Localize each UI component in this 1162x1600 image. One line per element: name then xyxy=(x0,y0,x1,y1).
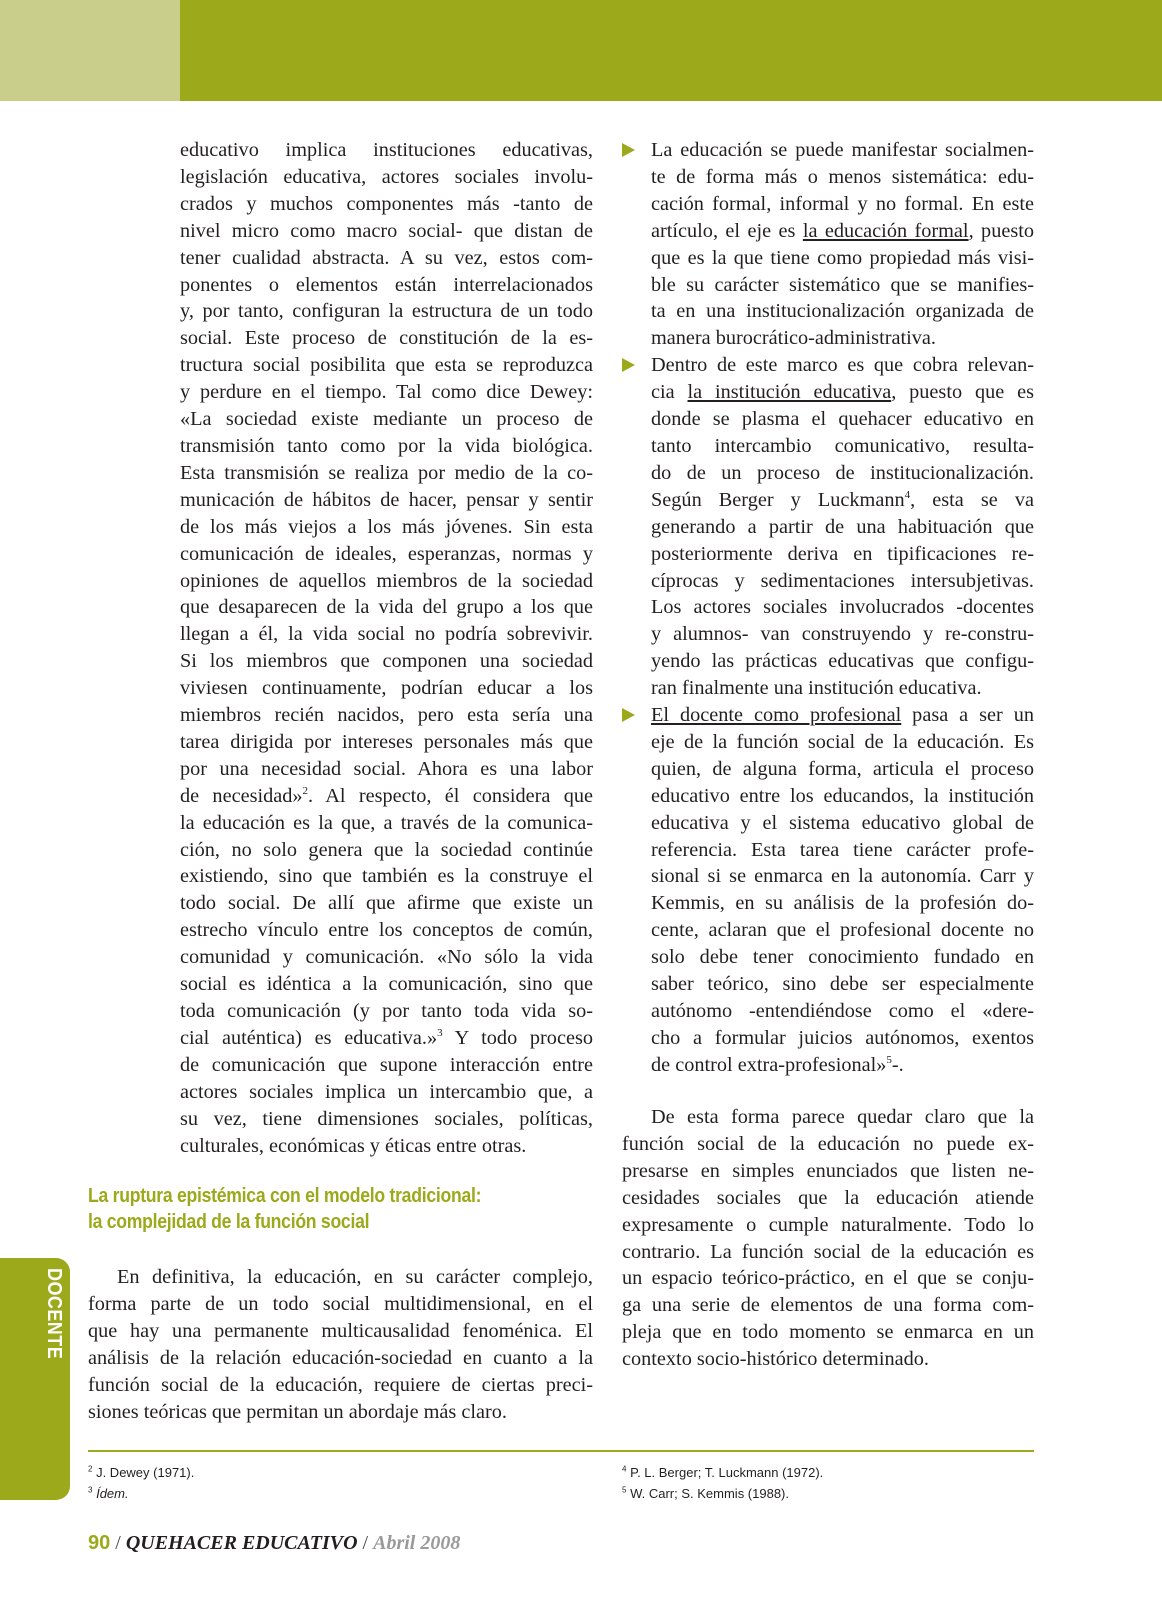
text-line xyxy=(180,272,593,299)
text-line xyxy=(622,1319,1034,1346)
text-run: pasa a ser un xyxy=(901,704,1035,727)
text-line xyxy=(622,1104,1034,1131)
text-run: su vez, tiene dimensiones sociales, políticas, xyxy=(180,1107,593,1130)
section-side-tab xyxy=(0,1258,88,1500)
footnote-divider xyxy=(88,1450,1034,1452)
text-line xyxy=(180,702,593,729)
text-line xyxy=(651,783,1034,810)
text-run: cia xyxy=(651,381,688,404)
text-run: educativo entre los educandos, la institución xyxy=(651,784,1034,807)
text-line xyxy=(651,756,1034,783)
text-run: Si los miembros que componen una sociedad xyxy=(180,650,593,673)
footnote-text: W. Carr; S. Kemmis (1988). xyxy=(630,1486,789,1501)
text-line xyxy=(180,648,593,675)
text-run: . Al respecto, él considera que xyxy=(308,784,593,807)
text-line xyxy=(651,675,1034,702)
text-line xyxy=(622,1185,1034,1212)
text-run: que hay una permanente multicausalidad fenoménica. El xyxy=(88,1319,593,1342)
text-line xyxy=(622,1265,1034,1292)
text-line xyxy=(651,245,1034,272)
footnote-reference: 4 xyxy=(904,489,911,502)
text-line xyxy=(180,245,593,272)
triangle-bullet-icon xyxy=(622,143,635,157)
text-run: nivel micro como macro social- que distan de xyxy=(180,219,593,242)
text-run: educativo implica instituciones educativas, xyxy=(180,139,593,161)
section-heading-line: la complejidad de la función social xyxy=(88,1211,370,1233)
section-heading xyxy=(88,1183,481,1235)
bullet-item xyxy=(651,702,1034,1079)
text-run: y, por tanto, configuran la estructura de un todo xyxy=(180,300,593,323)
closing-paragraph xyxy=(622,1104,1034,1373)
text-run: legislación educativa, actores sociales involu- xyxy=(180,165,593,188)
text-run: artículo, el eje es xyxy=(651,219,803,242)
text-line xyxy=(651,621,1034,648)
text-line xyxy=(651,164,1034,191)
underlined-term: El docente como profesional xyxy=(651,704,902,727)
text-line xyxy=(180,729,593,756)
text-line xyxy=(651,460,1034,487)
left-column-text xyxy=(180,137,593,1159)
text-line xyxy=(180,460,593,487)
text-line xyxy=(651,325,1034,352)
text-line xyxy=(180,783,593,810)
text-line xyxy=(180,541,593,568)
text-run: cación formal, informal y no formal. En este xyxy=(651,192,1034,215)
footnote xyxy=(622,1483,823,1504)
text-run: de control extra-profesional» xyxy=(651,1053,887,1076)
text-run: referencia. Esta tarea tiene carácter profe- xyxy=(651,838,1034,861)
text-line xyxy=(180,863,593,890)
text-run: de los más viejos a los más jóvenes. Sin esta xyxy=(180,515,593,538)
text-line xyxy=(651,137,1034,164)
text-line xyxy=(180,568,593,595)
footnotes-left xyxy=(88,1462,194,1504)
text-run: actores sociales implica un intercambio que, a xyxy=(180,1080,593,1103)
text-line xyxy=(180,298,593,325)
text-line xyxy=(651,648,1034,675)
issue-date: Abril 2008 xyxy=(373,1532,461,1554)
footnote-reference: 5 xyxy=(886,1054,892,1067)
text-line xyxy=(622,1131,1034,1158)
text-line xyxy=(180,352,593,379)
text-run: siones teóricas que permitan un abordaje más claro. xyxy=(88,1400,507,1423)
text-run: ble su carácter sistemático que se manifies- xyxy=(651,273,1034,296)
text-line xyxy=(651,594,1034,621)
text-run: tarea dirigida por intereses personales más que xyxy=(180,730,593,753)
text-line xyxy=(651,944,1034,971)
text-line xyxy=(622,1158,1034,1185)
text-run: Los actores sociales involucrados -docentes xyxy=(651,596,1034,619)
text-line xyxy=(88,1291,593,1318)
text-line xyxy=(622,1212,1034,1239)
footnote-reference: 2 xyxy=(302,784,309,797)
text-run: análisis de la relación educación-sociedad en cuanto a la xyxy=(88,1346,593,1369)
text-line xyxy=(180,1025,593,1052)
text-run: posteriormente deriva en tipificaciones re- xyxy=(651,542,1034,565)
text-run: municación de hábitos de hacer, pensar y sentir xyxy=(180,488,593,511)
text-run: un espacio teórico-práctico, en el que se conju- xyxy=(622,1267,1034,1290)
text-run: La educación se puede manifestar socialmen- xyxy=(651,139,1034,161)
text-run: función social de la educación, requiere de ciertas preci- xyxy=(88,1373,593,1396)
text-line xyxy=(651,191,1034,218)
text-run: sional si se enmarca en la autonomía. Carr y xyxy=(651,865,1034,888)
text-line xyxy=(180,433,593,460)
text-line xyxy=(651,1025,1034,1052)
footnote-number: 5 xyxy=(622,1485,627,1495)
text-run: expresamente o cumple naturalmente. Todo lo xyxy=(622,1213,1034,1236)
text-line xyxy=(651,352,1034,379)
text-run: tanto intercambio comunicativo, resulta- xyxy=(651,434,1034,457)
text-line xyxy=(651,433,1034,460)
text-line xyxy=(651,917,1034,944)
text-run: y alumnos- van construyendo y re-constru- xyxy=(651,623,1034,646)
footnotes-right xyxy=(622,1462,823,1504)
page-number: 90 xyxy=(88,1532,111,1554)
text-line xyxy=(651,729,1034,756)
text-run: eje de la función social de la educación. Es xyxy=(651,730,1034,753)
text-run: miembros recién nacidos, pero esta sería una xyxy=(180,704,593,727)
text-line xyxy=(180,514,593,541)
text-line xyxy=(180,406,593,433)
bullet-item xyxy=(651,137,1034,352)
text-run: la educación es la que, a través de la comunica- xyxy=(180,811,593,834)
text-run: cho a formular juicios autónomos, exentos xyxy=(651,1026,1034,1049)
text-run: social. Este proceso de constitución de la es- xyxy=(180,327,593,350)
text-line xyxy=(180,890,593,917)
text-run: saber teórico, sino debe ser especialmente xyxy=(651,973,1034,996)
side-tab-label: FORMACIÓN DOCENTE xyxy=(43,1268,88,1384)
text-line xyxy=(651,298,1034,325)
text-run: de necesidad» xyxy=(180,784,303,807)
text-line xyxy=(651,998,1034,1025)
text-run: autónomo -entendiéndose como el «dere- xyxy=(651,1000,1034,1022)
text-run: existiendo, sino que también es la construye el xyxy=(180,865,593,888)
text-line xyxy=(180,621,593,648)
text-run: social es idéntica a la comunicación, sino que xyxy=(180,973,593,996)
text-line xyxy=(651,487,1034,514)
text-line xyxy=(622,1292,1034,1319)
text-line xyxy=(180,594,593,621)
text-run: do de un proceso de institucionalización. xyxy=(651,461,1034,484)
text-line xyxy=(180,137,593,164)
text-line xyxy=(180,1133,593,1160)
text-run: Kemmis, en su análisis de la profesión do- xyxy=(651,892,1034,915)
text-run: manera burocrático-administrativa. xyxy=(651,327,936,350)
text-line xyxy=(88,1372,593,1399)
text-run: opiniones de aquellos miembros de la sociedad xyxy=(180,569,593,592)
text-run: pleja que en todo momento se enmarca en un xyxy=(622,1321,1034,1344)
text-run: -. xyxy=(891,1053,904,1076)
text-run: todo social. De allí que afirme que existe un xyxy=(180,892,593,915)
text-line xyxy=(180,164,593,191)
text-run: forma parte de un todo social multidimensional, en el xyxy=(88,1292,593,1315)
text-line xyxy=(651,379,1034,406)
text-line xyxy=(180,191,593,218)
text-line xyxy=(651,702,1034,729)
text-line xyxy=(180,218,593,245)
text-run: estrecho vínculo entre los conceptos de común, xyxy=(180,919,593,942)
footnote xyxy=(622,1462,823,1483)
page-footer xyxy=(88,1532,460,1555)
text-run: viviesen continuamente, podrían educar a los xyxy=(180,677,593,700)
text-run: , puesto xyxy=(968,219,1035,242)
text-line xyxy=(651,890,1034,917)
header-band-light xyxy=(0,0,180,101)
text-run: cesidades sociales que la educación atiende xyxy=(622,1186,1034,1209)
text-line xyxy=(651,1052,1034,1079)
text-line xyxy=(651,837,1034,864)
text-line xyxy=(622,1239,1034,1266)
text-line xyxy=(651,971,1034,998)
text-line xyxy=(180,1052,593,1079)
text-line xyxy=(651,514,1034,541)
footnote-number: 2 xyxy=(88,1464,93,1474)
triangle-bullet-icon xyxy=(622,358,635,372)
text-run: crados y muchos componentes más -tanto de xyxy=(180,192,593,215)
footer-separator: / xyxy=(110,1532,126,1554)
text-run: presarse en simples enunciados que listen ne- xyxy=(622,1159,1034,1182)
text-line xyxy=(180,325,593,352)
text-run: función social de la educación no puede ex- xyxy=(622,1132,1034,1155)
text-line xyxy=(651,218,1034,245)
text-run: contrario. La función social de la educación es xyxy=(622,1240,1034,1263)
text-line xyxy=(88,1318,593,1345)
text-run: toda comunicación (y por tanto toda vida so- xyxy=(180,1000,593,1022)
text-run: ta en una institucionalización organizada de xyxy=(651,300,1034,323)
text-line xyxy=(651,272,1034,299)
text-line xyxy=(622,1346,1034,1373)
footnote-text: J. Dewey (1971). xyxy=(96,1465,195,1480)
text-run: tener cualidad abstracta. A su vez, estos com- xyxy=(180,246,593,269)
text-run: culturales, económicas y éticas entre otras. xyxy=(180,1134,527,1157)
text-line xyxy=(180,1079,593,1106)
text-run: Según Berger y Luckmann xyxy=(651,488,905,511)
text-run: donde se plasma el quehacer educativo en xyxy=(651,408,1034,431)
text-run: quien, de alguna forma, articula el proceso xyxy=(651,757,1034,780)
text-line xyxy=(180,998,593,1025)
text-line xyxy=(651,568,1034,595)
text-run: En definitiva, la educación, en su carácter complejo, xyxy=(117,1266,593,1288)
text-line xyxy=(180,810,593,837)
footnote-reference: 3 xyxy=(437,1027,443,1040)
text-line xyxy=(651,406,1034,433)
text-line xyxy=(88,1264,593,1291)
text-run: cíprocas y sedimentaciones intersubjetivas. xyxy=(651,569,1034,592)
text-run: Y todo proceso xyxy=(442,1026,593,1049)
text-run: contexto socio-histórico determinado. xyxy=(622,1348,929,1371)
text-line xyxy=(180,487,593,514)
text-run: Dentro de este marco es que cobra relevan- xyxy=(651,354,1034,377)
text-run: comunidad y comunicación. «No sólo la vida xyxy=(180,946,593,969)
text-line xyxy=(180,675,593,702)
header-band-dark xyxy=(180,0,1162,101)
footnote xyxy=(88,1483,194,1504)
footnote-number: 4 xyxy=(622,1464,627,1474)
text-run: solo debe tener conocimiento fundado en xyxy=(651,946,1034,969)
text-line xyxy=(651,541,1034,568)
section-paragraph xyxy=(88,1264,593,1425)
text-run: llegan a él, la vida social no podría sobrevivir. xyxy=(180,623,593,646)
text-run: y perdure en el tiempo. Tal como dice Dewey: xyxy=(180,381,593,404)
underlined-term: la institución educativa xyxy=(687,381,892,404)
text-run: , puesto que es xyxy=(891,381,1035,404)
footnote xyxy=(88,1462,194,1483)
text-line xyxy=(180,837,593,864)
text-run: , esta se va xyxy=(910,488,1034,511)
text-run: ran finalmente una institución educativa. xyxy=(651,677,982,700)
text-run: generando a partir de una habituación que xyxy=(651,515,1034,538)
text-run: educativa y el sistema educativo global de xyxy=(651,811,1034,834)
text-line xyxy=(651,863,1034,890)
magazine-title: QUEHACER EDUCATIVO xyxy=(125,1532,358,1554)
text-run: cial auténtica) es educativa.» xyxy=(180,1026,438,1049)
text-line xyxy=(180,971,593,998)
bullet-item xyxy=(651,352,1034,702)
text-line xyxy=(180,1106,593,1133)
triangle-bullet-icon xyxy=(622,708,635,722)
text-run: De esta forma parece quedar claro que la xyxy=(651,1106,1034,1128)
text-run: tructura social posibilita que esta se reproduzca xyxy=(180,354,593,377)
footer-separator: / xyxy=(357,1532,374,1554)
text-run: que es la que tiene como propiedad más visi- xyxy=(651,246,1034,269)
text-line xyxy=(180,944,593,971)
text-run: cente, aclaran que el profesional docente no xyxy=(651,919,1034,942)
text-line xyxy=(88,1399,593,1426)
text-run: por una necesidad social. Ahora es una labor xyxy=(180,757,593,780)
text-line xyxy=(651,810,1034,837)
text-run: ga una serie de elementos de una forma com- xyxy=(622,1294,1034,1317)
text-run: «La sociedad existe mediante un proceso de xyxy=(180,408,593,431)
text-run: que desaparecen de la vida del grupo a los que xyxy=(180,596,593,619)
text-line xyxy=(180,756,593,783)
section-heading-line: La ruptura epistémica con el modelo tradicional: xyxy=(88,1185,482,1207)
bullet-list xyxy=(651,137,1034,1079)
underlined-term: la educación formal xyxy=(802,219,969,242)
text-line xyxy=(180,917,593,944)
text-run: ponentes o elementos están interrelacionados xyxy=(180,273,593,296)
text-run: transmisión tanto como por la vida biológica. xyxy=(180,434,593,457)
footnote-number: 3 xyxy=(88,1485,93,1495)
text-run: Esta transmisión se realiza por medio de la co- xyxy=(180,461,593,484)
text-run: te de forma más o menos sistemática: edu- xyxy=(651,165,1034,188)
text-run: comunicación de ideales, esperanzas, normas y xyxy=(180,542,593,565)
footnote-text: P. L. Berger; T. Luckmann (1972). xyxy=(630,1465,824,1480)
text-run: ción, no solo genera que la sociedad continúe xyxy=(180,838,593,861)
text-run: yendo las prácticas educativas que configu- xyxy=(651,650,1034,673)
text-line xyxy=(88,1345,593,1372)
footnote-text: Ídem. xyxy=(96,1486,129,1501)
text-run: de comunicación que supone interacción entre xyxy=(180,1053,593,1076)
text-line xyxy=(180,379,593,406)
